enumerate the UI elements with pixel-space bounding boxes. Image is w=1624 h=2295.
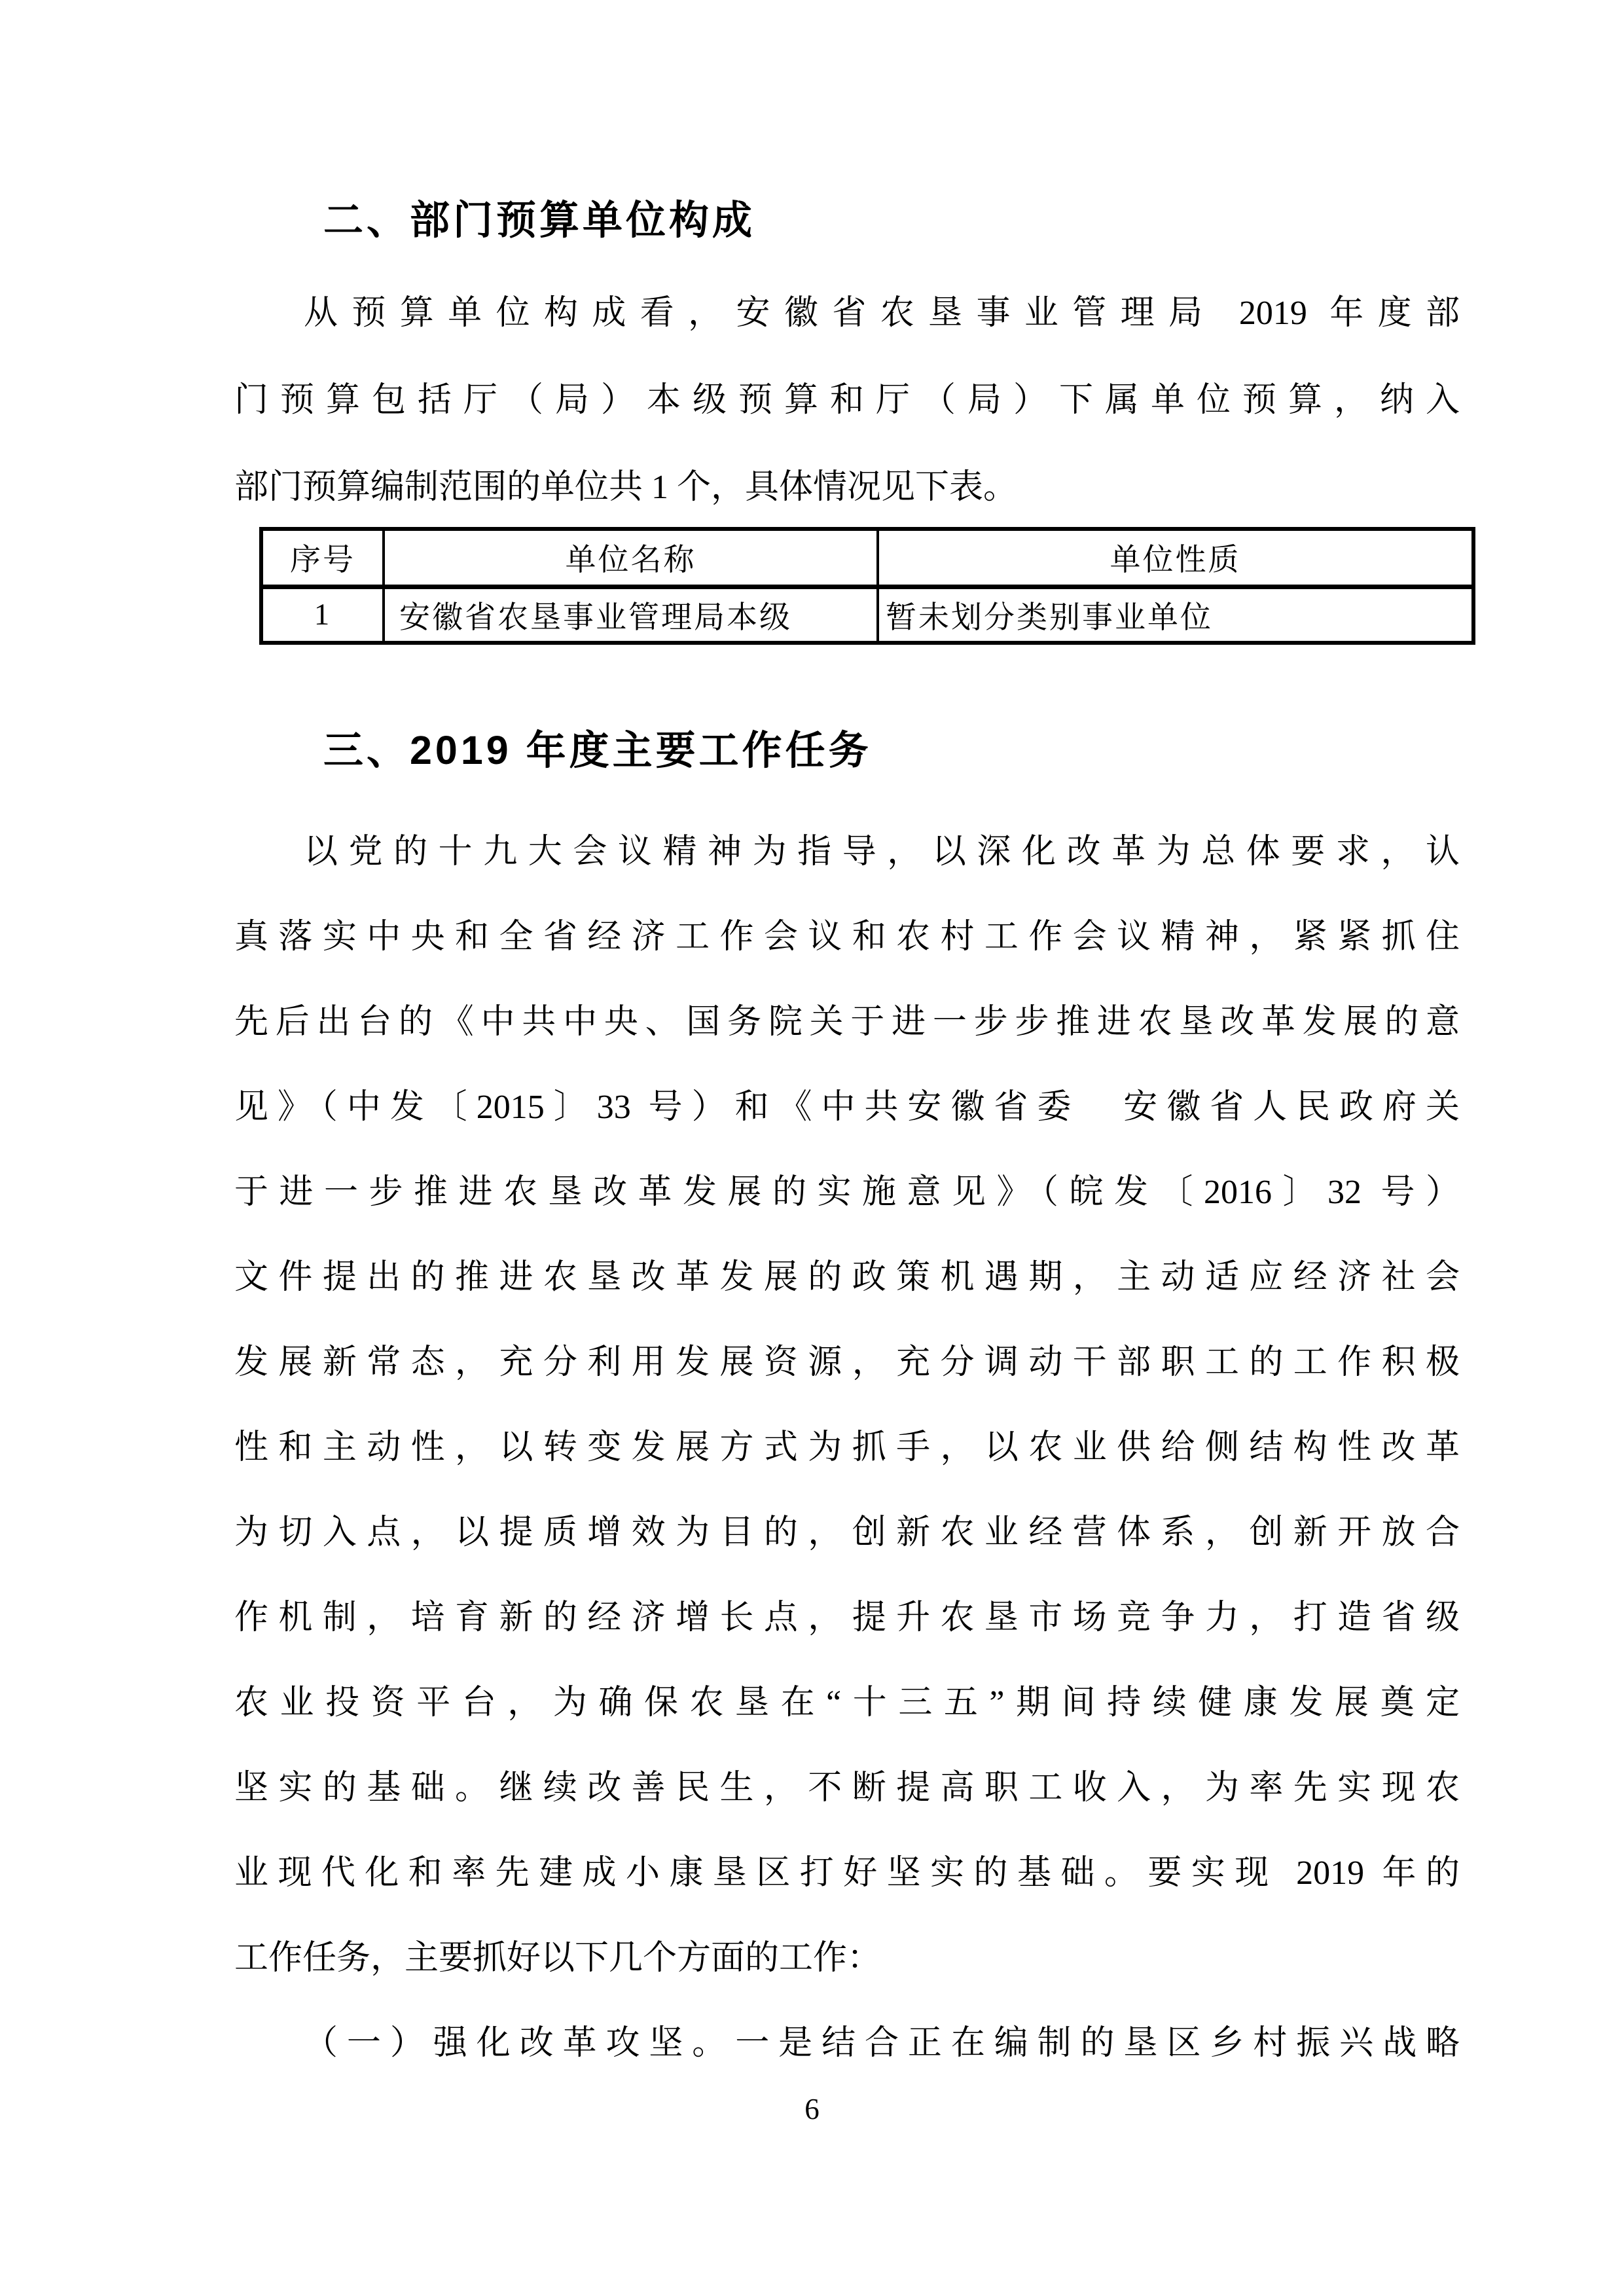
budget-units-table xyxy=(259,527,1475,645)
section2-heading: 二、部门预算单位构成 xyxy=(323,198,756,242)
cell-unit-type: 暂未划分类别事业单位 xyxy=(878,587,1473,643)
page-number: 6 xyxy=(804,2093,820,2125)
intro-paragraph xyxy=(234,270,1460,531)
tasks-block xyxy=(234,810,1460,2086)
text-line: 于进一步推进农垦改革发展的实施意见》（皖发〔2016〕32 号） xyxy=(234,1174,1460,1211)
text-line: （一）强化改革攻坚。一是结合正在编制的垦区乡村振兴战略 xyxy=(304,2025,1460,2062)
text-line: 工作任务，主要抓好以下几个方面的工作： xyxy=(234,1940,882,1977)
text-line: 见》（中发〔2015〕33 号）和《中共安徽省委 安徽省人民政府关 xyxy=(234,1089,1460,1126)
header-cell-index: 序号 xyxy=(261,529,384,587)
text-line: 门预算包括厅（局）本级预算和厅（局）下属单位预算，纳入 xyxy=(234,382,1460,419)
cell-unit-name: 安徽省农垦事业管理局本级 xyxy=(384,587,878,643)
tasks-paragraph xyxy=(234,810,1460,2001)
reform-paragraph xyxy=(234,2001,1460,2086)
header-cell-unit-name: 单位名称 xyxy=(384,529,878,587)
text-line: 性和主动性，以转变发展方式为抓手，以农业供给侧结构性改革 xyxy=(234,1429,1460,1466)
text-line: 以党的十九大会议精神为指导，以深化改革为总体要求，认 xyxy=(304,833,1460,871)
text-line: 从预算单位构成看，安徽省农垦事业管理局 2019 年度部 xyxy=(304,295,1460,332)
text-line: 真落实中央和全省经济工作会议和农村工作会议精神，紧紧抓住 xyxy=(234,918,1460,956)
text-line: 文件提出的推进农垦改革发展的政策机遇期，主动适应经济社会 xyxy=(234,1259,1460,1296)
text-line: 部门预算编制范围的单位共 1 个，具体情况见下表。 xyxy=(234,469,1018,506)
text-line: 农业投资平台，为确保农垦在“十三五”期间持续健康发展奠定 xyxy=(234,1684,1460,1722)
text-line: 发展新常态，充分利用发展资源，充分调动干部职工的工作积极 xyxy=(234,1344,1460,1381)
text-line: 业现代化和率先建成小康垦区打好坚实的基础。要实现 2019 年的 xyxy=(234,1854,1460,1892)
section3-heading: 三、2019 年度主要工作任务 xyxy=(323,728,872,772)
table-header-row xyxy=(261,529,1473,587)
cell-index: 1 xyxy=(261,587,384,643)
text-line: 为切入点，以提质增效为目的，创新农业经营体系，创新开放合 xyxy=(234,1514,1460,1551)
text-line: 作机制，培育新的经济增长点，提升农垦市场竞争力，打造省级 xyxy=(234,1599,1460,1636)
table-row xyxy=(261,587,1473,643)
header-cell-unit-type: 单位性质 xyxy=(878,529,1473,587)
text-line: 先后出台的《中共中央、国务院关于进一步步推进农垦改革发展的意 xyxy=(234,1003,1460,1041)
text-line: 坚实的基础。继续改善民生，不断提高职工收入，为率先实现农 xyxy=(234,1769,1460,1807)
